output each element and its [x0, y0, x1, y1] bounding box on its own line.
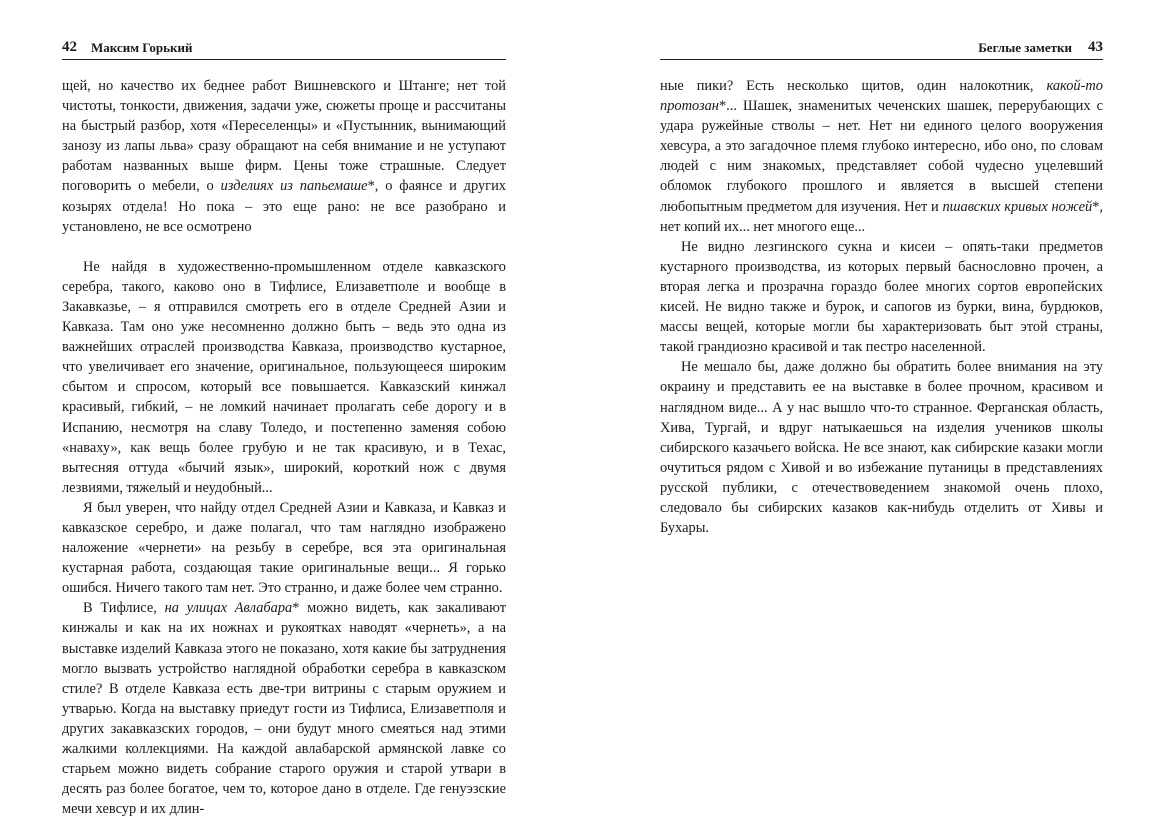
right-page-number: 43 [1088, 39, 1103, 55]
text-run: Я был уверен, что найду отдел Средней Азии и Кавказа, и Кавказ и кавказское серебро, и даже полагал, что там наглядно изображено наложение «чернети» на резьбу в серебре, вся эта оригинальная кустарная работа, создающая такие оригинальные вещи... Я горько ошибся. Ничего такого там нет. Это странно, и даже более чем странно. [62, 499, 506, 597]
left-running-head: Максим Горький [91, 40, 193, 55]
text-run: *, нет копий их... нет многого еще... [660, 198, 1104, 235]
left-page [62, 0, 506, 827]
paragraph [660, 76, 1103, 237]
paragraph [62, 76, 506, 237]
text-run: *, о фаянсе и других козырях отдела! Но пока – это еще рано: не все разобрано и установлено, не все осмотрено [62, 178, 506, 235]
right-page [660, 0, 1103, 827]
text-run: *... Шашек, знаменитых чеченских шашек, перерубающих с удара ружейные стволы – нет. Нет ни единого целого вооружения хевсура, а это загадочное племя глубоко интересно, ибо оно, по словам людей с ним знакомых, представляет собой чудесно уцелевший обломок глубокого прошлого и является в высшей степени любопытным предметом для изучения. Нет и [660, 98, 1103, 215]
right-body-text [660, 76, 1103, 538]
left-running-header [62, 38, 506, 60]
paragraph [660, 237, 1103, 358]
italic-text: пшавских кривых ножей [942, 198, 1093, 215]
text-run: Не мешало бы, даже должно бы обратить более внимания на эту окраину и представить ее на выставке в более прочном, красивом и наглядном виде... А у нас вышло что-то странное. Ферганская область, Хива, Тургай, и вдруг натыкаешься на изделия учеников школы сибирского казачьего войска. Не все знают, как сибирские казаки могли очутиться рядом с Хивой и во избежание путаницы в представлениях русской публики, с отечествоведением знакомой очень плохо, следовало бы сибирских казаков как-нибудь отделить от Хивы и Бухары. [660, 359, 1103, 537]
text-run: ные пики? Есть несколько щитов, один налокотник, [660, 78, 1047, 94]
left-body-text [62, 76, 506, 819]
right-running-head: Беглые заметки [978, 40, 1072, 55]
italic-text: на улицах Авлабара [164, 600, 293, 617]
paragraph [62, 498, 506, 598]
italic-text: какой-то протозан [660, 78, 1103, 115]
text-run: щей, но качество их беднее работ Вишневского и Штанге; нет той чистоты, тонкости, движения, задачи уже, сюжеты проще и рассчитаны на быстрый разбор, хотя «Переселенцы» и «Пустынник, вынимающий занозу из лапы льва» сразу обращают на себя внимание и не уступают работам названных выше фирм. Цены тоже страшные. Следует поговорить о мебели, о [62, 78, 506, 195]
text-run: * можно видеть, как закаливают кинжалы и как на их ножнах и рукоятках наводят «чернеть», а на выставке изделий Кавказа этого не показано, хотя какие бы затруднения могло вызвать устройство наглядной обработки серебра в кавказском стиле? В отделе Кавказа есть две-три витрины с старым оружием и утварью. Когда на выставку приедут гости из Тифлиса, Елизаветполя и других закавказских городов, – они будут много смеяться над этими жалкими коллекциями. На каждой авлабарской армянской лавке со старьем можно видеть собрание старого оружия и старой утвари в десять раз более богатое, чем то, которое дано в отделе. Где генуэзские мечи хевсур и их длин- [62, 600, 506, 818]
italic-text: изделиях из папьемаше [220, 178, 368, 195]
text-run: Не видно лезгинского сукна и кисеи – опять-таки предметов кустарного производства, из которых первый баснословно прочен, а вторая легка и прозрачна гораздо более многих сортов европейских кисей. Не видно также и бурок, и сапогов из бурки, вина, бурдюков, массы вещей, которые могли бы характеризовать быт этой страны, такой грандиозно красивой и так пестро населенной. [660, 238, 1103, 356]
paragraph [660, 357, 1103, 538]
text-run: Не найдя в художественно-промышленном отделе кавказского серебра, такого, каково оно в Тифлисе, Елизаветполе и вообще в Закавказье, – я отправился смотреть его в отделе Средней Азии и Кавказа. Там оно уже несомненно должно быть – ведь это одна из важнейших отраслей производства Кавказа, производство кустарное, что увеличивает его значение, оригинальное, пользующееся широким сбытом и спросом, который все повышается. Кавказский кинжал красивый, гибкий, – не ломкий начинает пролагать себе дорогу и в Испанию, несмотря на славу Толедо, и постепенно заменяя собою «наваху», как вещь более грубую и не так красивую, и в Техас, вытесняя оттуда «бычий язык», широкий, короткий нож с двумя лезвиями, тяжелый и неудобный... [62, 258, 506, 496]
right-running-header [660, 38, 1103, 60]
left-page-number: 42 [62, 39, 77, 55]
paragraph [62, 257, 506, 498]
paragraph [62, 598, 506, 819]
text-run: В Тифлисе, [83, 600, 165, 617]
